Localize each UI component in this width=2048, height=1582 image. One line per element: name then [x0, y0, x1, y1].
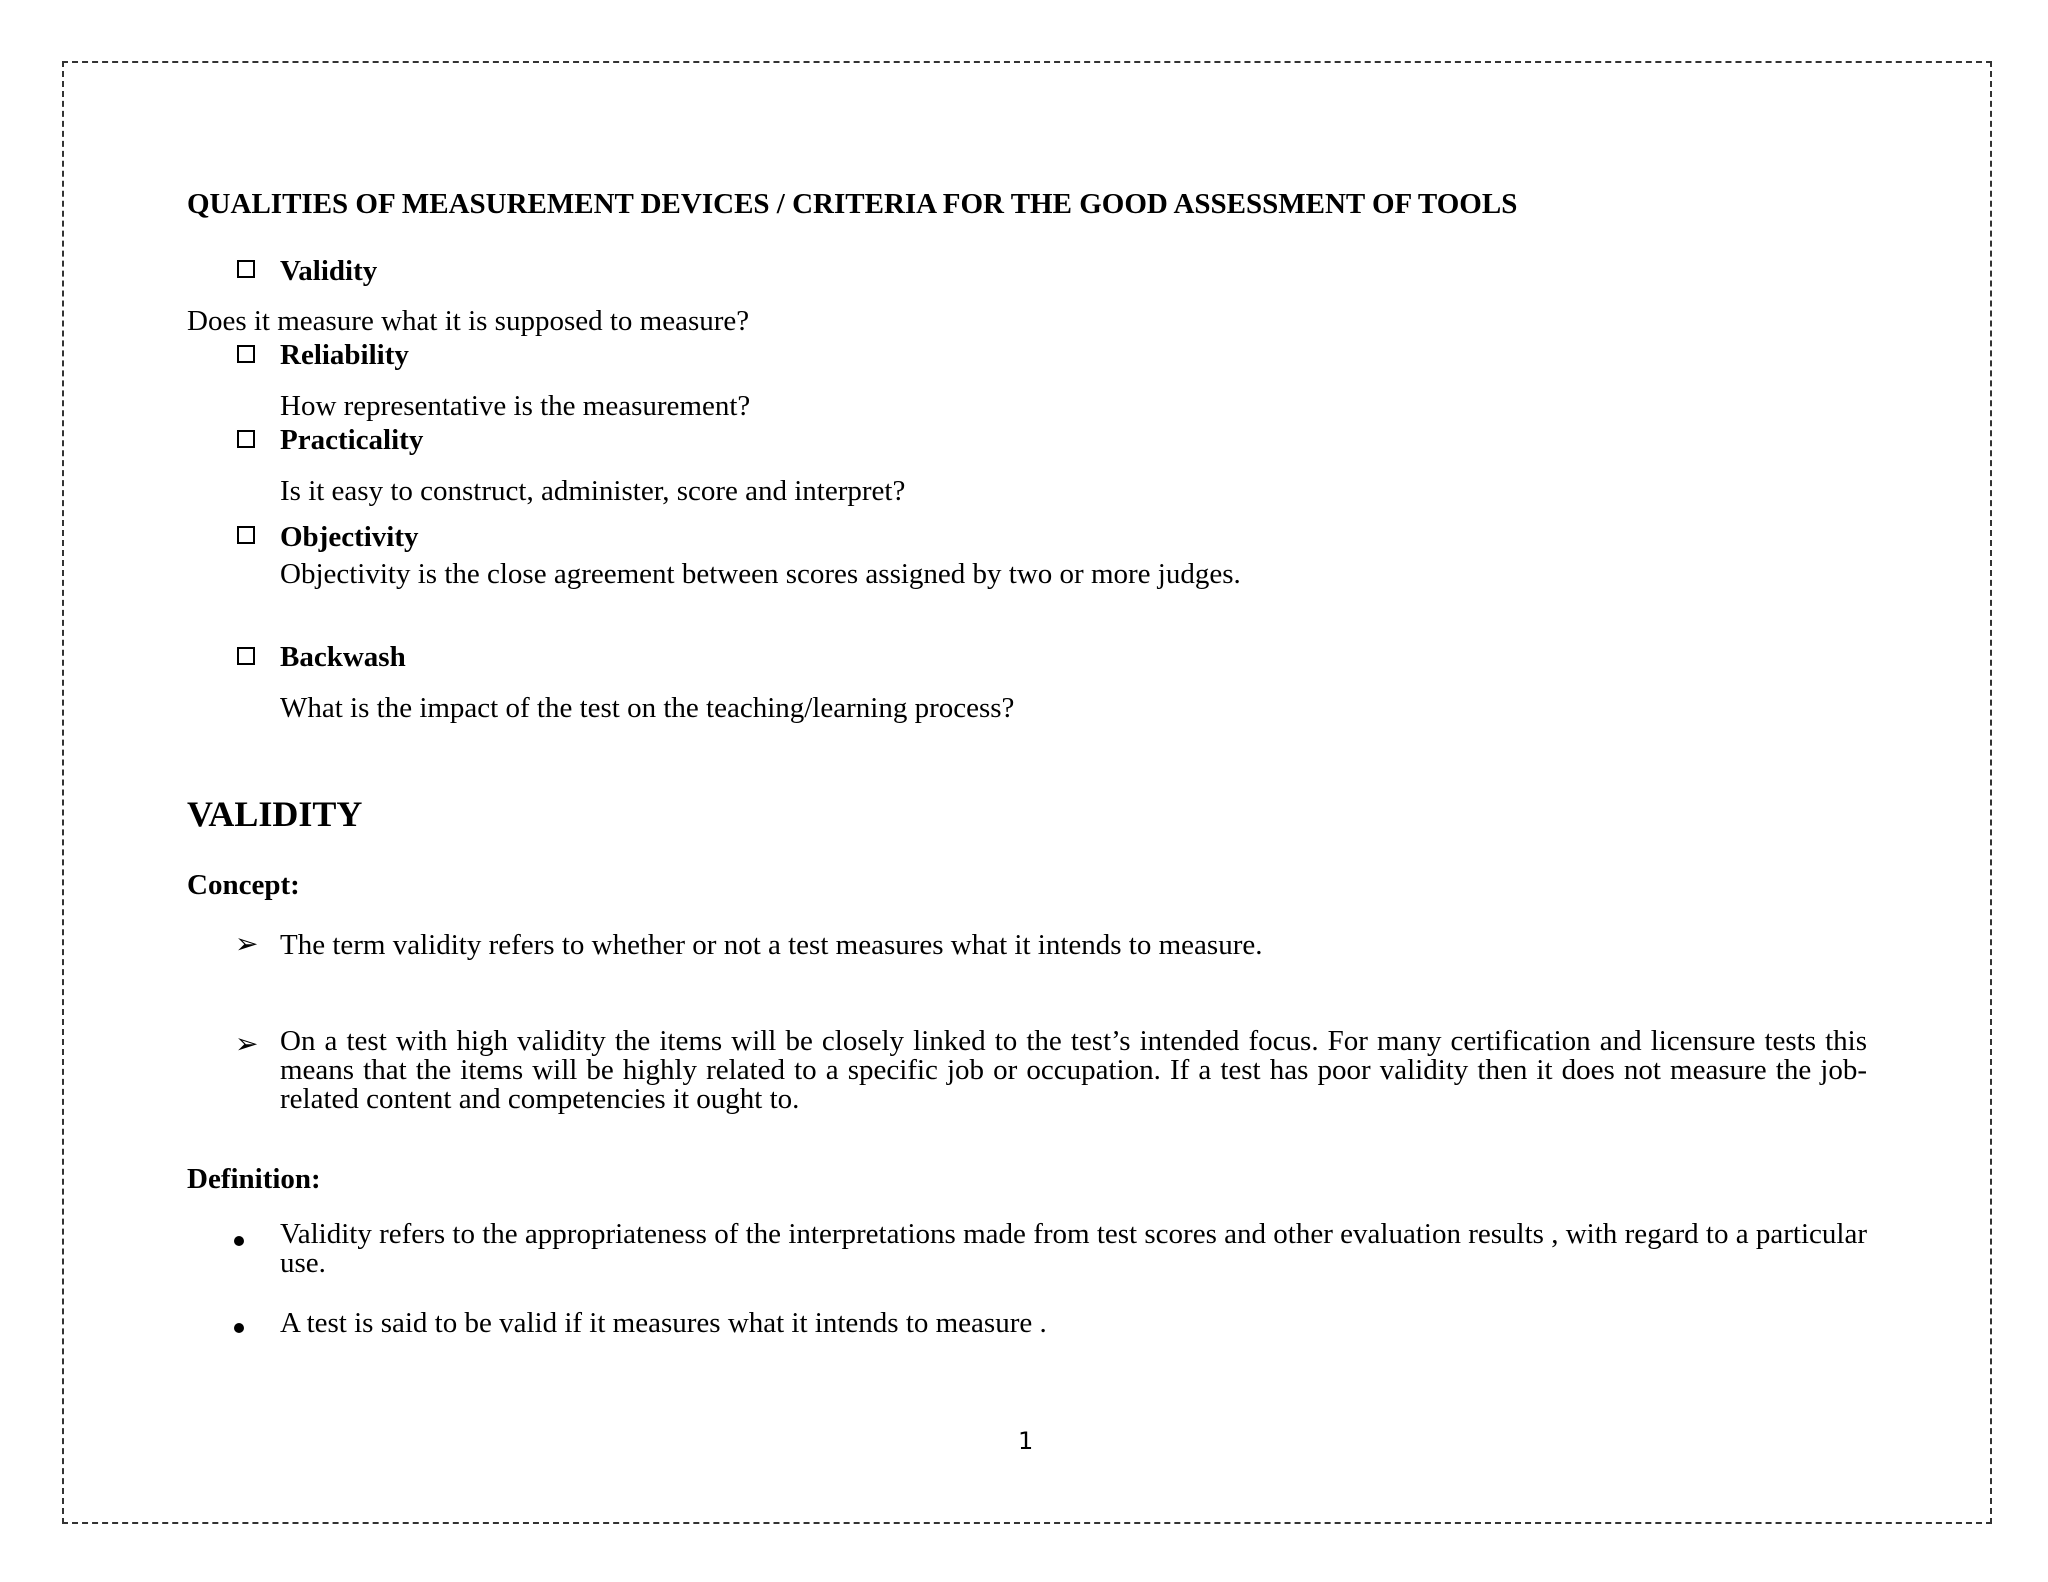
arrow-bullet-icon: ➢ — [235, 927, 259, 960]
checkbox-icon — [237, 647, 255, 665]
checkbox-icon — [237, 260, 255, 278]
definition-point: A test is said to be valid if it measures what it intends to measure . — [280, 1307, 1047, 1339]
page-heading: QUALITIES OF MEASUREMENT DEVICES / CRITERIA FOR THE GOOD ASSESSMENT OF TOOLS — [187, 188, 1518, 220]
checkbox-icon — [237, 526, 255, 544]
arrow-bullet-icon: ➢ — [235, 1027, 259, 1060]
definition-label: Definition: — [187, 1163, 321, 1195]
quality-objectivity-name: Objectivity — [280, 521, 419, 553]
quality-practicality-desc: Is it easy to construct, administer, score and interpret? — [280, 475, 906, 507]
quality-reliability-desc: How representative is the measurement? — [280, 390, 751, 422]
quality-practicality-name: Practicality — [280, 424, 424, 456]
bullet-dot-icon — [234, 1236, 244, 1246]
quality-reliability-name: Reliability — [280, 339, 409, 371]
concept-label: Concept: — [187, 869, 300, 901]
quality-backwash-name: Backwash — [280, 641, 406, 673]
concept-point: The term validity refers to whether or not a test measures what it intends to measure. — [280, 929, 1263, 961]
page-number: 1 — [1018, 1427, 1034, 1455]
bullet-dot-icon — [234, 1323, 244, 1333]
section-title: VALIDITY — [187, 794, 363, 834]
definition-point: Validity refers to the appropriateness of the interpretations made from test scores and other evaluation results , with regard to a particular use. — [280, 1218, 1867, 1279]
quality-validity-desc: Does it measure what it is supposed to measure? — [187, 305, 750, 337]
quality-backwash-desc: What is the impact of the test on the teaching/learning process? — [280, 692, 1015, 724]
quality-objectivity-desc: Objectivity is the close agreement between scores assigned by two or more judges. — [280, 558, 1241, 590]
checkbox-icon — [237, 345, 255, 363]
checkbox-icon — [237, 430, 255, 448]
concept-point: On a test with high validity the items will be closely linked to the test’s intended focus. For many certification and licensure tests this means that the items will be highly related to a specific job or occupation. If a test has poor validity then it does not measure the job-related content and competencies it ought to. — [280, 1025, 1867, 1115]
quality-validity-name: Validity — [280, 255, 378, 287]
